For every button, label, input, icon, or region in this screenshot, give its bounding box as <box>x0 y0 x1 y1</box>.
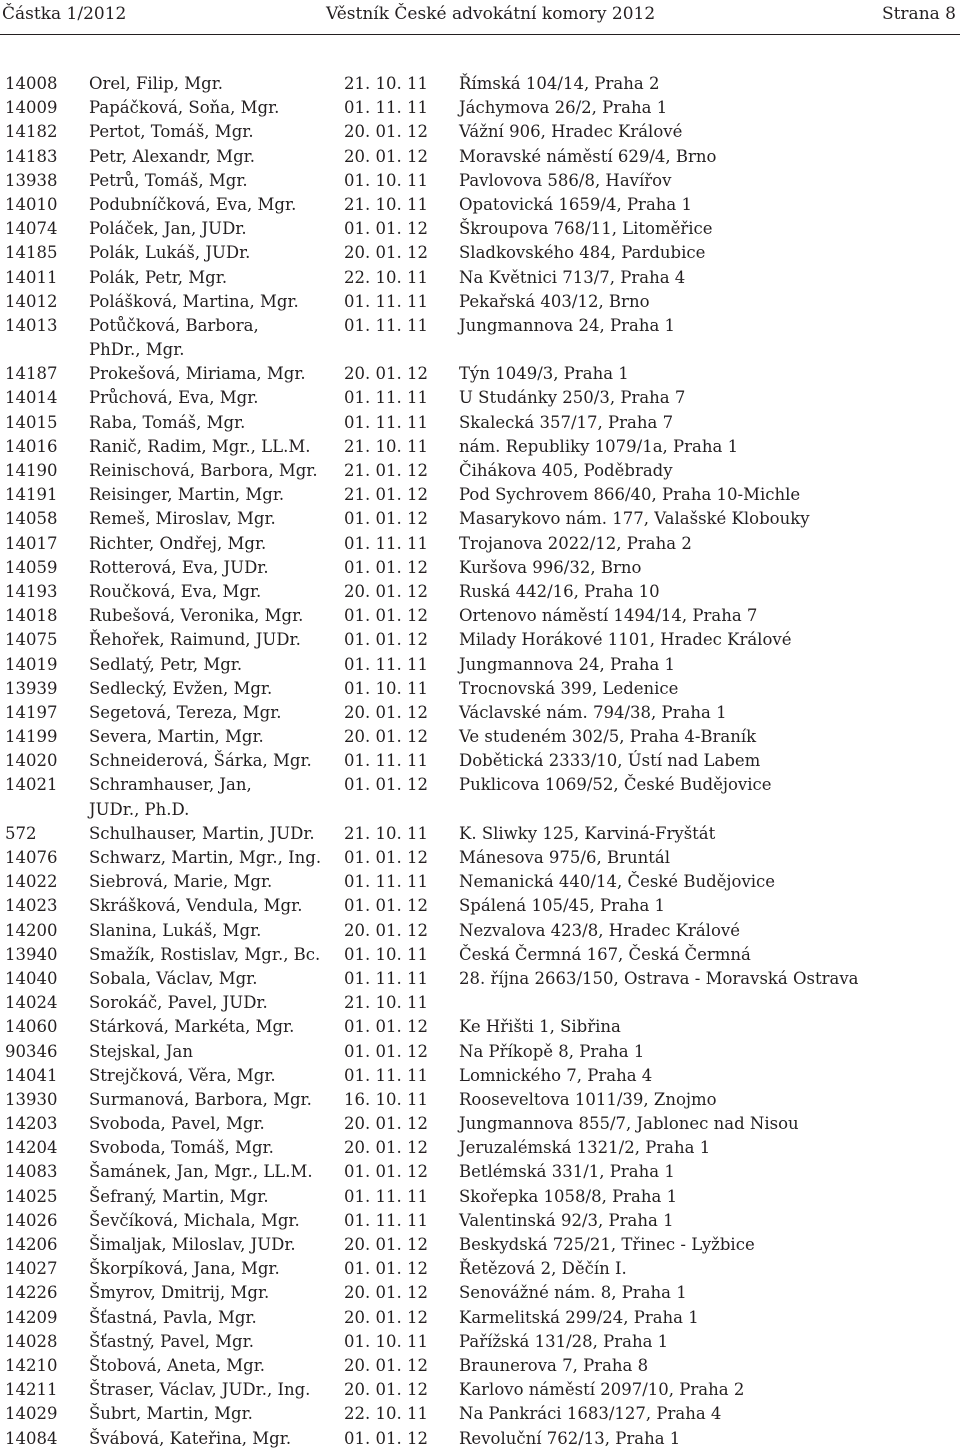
entry-name: Šubrt, Martin, Mgr. <box>89 1404 253 1424</box>
entry-name: Poláček, Jan, JUDr. <box>89 219 247 239</box>
entry-name: Švábová, Kateřina, Mgr. <box>89 1428 292 1448</box>
list-item <box>0 822 960 846</box>
list-item <box>0 386 960 410</box>
issue-number: Částka 1/2012 <box>2 4 127 24</box>
list-item <box>0 217 960 241</box>
entry-date: 01. 11. 11 <box>344 968 428 988</box>
entry-address: Nezvalova 423/8, Hradec Králové <box>459 920 740 940</box>
entry-date: 21. 10. 11 <box>344 436 428 456</box>
entry-date: 01. 01. 12 <box>344 509 428 529</box>
entry-name: Řehořek, Raimund, JUDr. <box>89 630 301 650</box>
list-item <box>0 1330 960 1354</box>
entry-name: Štobová, Aneta, Mgr. <box>89 1355 266 1375</box>
entry-name: Šmyrov, Dmitrij, Mgr. <box>89 1283 270 1303</box>
entry-id: 14013 <box>5 315 58 335</box>
entry-name: Siebrová, Marie, Mgr. <box>89 872 273 892</box>
journal-title: Věstník České advokátní komory 2012 <box>326 4 656 24</box>
entry-id: 14183 <box>5 146 58 166</box>
entry-name: Ševčíková, Michala, Mgr. <box>89 1210 300 1230</box>
list-item <box>0 1427 960 1451</box>
entry-id: 14083 <box>5 1162 58 1182</box>
entry-date: 20. 01. 12 <box>344 1283 428 1303</box>
entry-id: 14015 <box>5 412 58 432</box>
list-item <box>0 991 960 1015</box>
list-item <box>0 362 960 386</box>
entry-name: Šťastný, Pavel, Mgr. <box>89 1331 254 1351</box>
entry-name: Potůčková, Barbora, PhDr., Mgr. <box>89 315 259 360</box>
entry-address: Skalecká 357/17, Praha 7 <box>459 412 674 432</box>
entry-id: 14021 <box>5 775 58 795</box>
entry-address: Pekařská 403/12, Brno <box>459 291 650 311</box>
entry-date: 20. 01. 12 <box>344 1355 428 1375</box>
entry-id: 14058 <box>5 509 58 529</box>
entry-name: Schneiderová, Šárka, Mgr. <box>89 751 312 771</box>
entry-address: Na Příkopě 8, Praha 1 <box>459 1041 645 1061</box>
entry-address: Trojanova 2022/12, Praha 2 <box>459 533 692 553</box>
entry-address: Spálená 105/45, Praha 1 <box>459 896 666 916</box>
entry-date: 01. 11. 11 <box>344 872 428 892</box>
entry-name: Rubešová, Veronika, Mgr. <box>89 606 304 626</box>
entry-date: 01. 10. 11 <box>344 1331 428 1351</box>
entry-address: Na Květnici 713/7, Praha 4 <box>459 267 686 287</box>
entry-name: Prokešová, Miriama, Mgr. <box>89 364 306 384</box>
entry-date: 01. 01. 12 <box>344 1259 428 1279</box>
list-item <box>0 580 960 604</box>
list-item <box>0 1185 960 1209</box>
list-item <box>0 1112 960 1136</box>
entry-address: Jungmannova 855/7, Jablonec nad Nisou <box>459 1114 799 1134</box>
entry-id: 14012 <box>5 291 58 311</box>
entry-name: Svoboda, Tomáš, Mgr. <box>89 1138 274 1158</box>
entry-id: 13930 <box>5 1089 58 1109</box>
page-number: Strana 8 <box>881 4 956 24</box>
entry-address: Karmelitská 299/24, Praha 1 <box>459 1307 699 1327</box>
entry-address: Řetězová 2, Děčín I. <box>459 1259 627 1279</box>
attorney-list <box>0 72 960 1451</box>
entry-date: 01. 11. 11 <box>344 98 428 118</box>
entry-address: Sladkovského 484, Pardubice <box>459 243 706 263</box>
entry-date: 01. 11. 11 <box>344 291 428 311</box>
entry-date: 01. 01. 12 <box>344 1428 428 1448</box>
entry-id: 13938 <box>5 170 58 190</box>
entry-date: 01. 11. 11 <box>344 412 428 432</box>
list-item <box>0 894 960 918</box>
entry-id: 14074 <box>5 219 58 239</box>
list-item <box>0 1402 960 1426</box>
list-item <box>0 773 960 821</box>
list-item <box>0 120 960 144</box>
entry-id: 14075 <box>5 630 58 650</box>
list-item <box>0 725 960 749</box>
list-item <box>0 532 960 556</box>
entry-id: 13940 <box>5 944 58 964</box>
entry-address: Betlémská 331/1, Praha 1 <box>459 1162 675 1182</box>
entry-id: 14203 <box>5 1114 58 1134</box>
entry-date: 01. 11. 11 <box>344 1186 428 1206</box>
list-item <box>0 241 960 265</box>
list-item <box>0 870 960 894</box>
entry-name: Papáčková, Soňa, Mgr. <box>89 98 280 118</box>
entry-id: 14191 <box>5 485 58 505</box>
entry-address: Revoluční 762/13, Praha 1 <box>459 1428 681 1448</box>
entry-address: Pařížská 131/28, Praha 1 <box>459 1331 669 1351</box>
entry-address: 28. října 2663/150, Ostrava - Moravská Ostrava <box>459 968 859 988</box>
list-item <box>0 1354 960 1378</box>
entry-address: Rooseveltova 1011/39, Znojmo <box>459 1089 717 1109</box>
entry-id: 14199 <box>5 727 58 747</box>
entry-date: 01. 10. 11 <box>344 678 428 698</box>
entry-name: Skrášková, Vendula, Mgr. <box>89 896 303 916</box>
entry-name: Sedlatý, Petr, Mgr. <box>89 654 243 674</box>
entry-date: 22. 10. 11 <box>344 267 428 287</box>
entry-name: Smažík, Rostislav, Mgr., Bc. <box>89 944 321 964</box>
entry-id: 14185 <box>5 243 58 263</box>
entry-date: 20. 01. 12 <box>344 122 428 142</box>
list-item <box>0 943 960 967</box>
entry-date: 20. 01. 12 <box>344 146 428 166</box>
list-item <box>0 967 960 991</box>
entry-date: 20. 01. 12 <box>344 727 428 747</box>
entry-name: Segetová, Tereza, Mgr. <box>89 702 282 722</box>
entry-address: Lomnického 7, Praha 4 <box>459 1065 653 1085</box>
entry-id: 14190 <box>5 461 58 481</box>
entry-name: Schramhauser, Jan, JUDr., Ph.D. <box>89 775 252 819</box>
entry-id: 14018 <box>5 606 58 626</box>
entry-id: 13939 <box>5 678 58 698</box>
entry-date: 01. 01. 12 <box>344 896 428 916</box>
entry-id: 14029 <box>5 1404 58 1424</box>
entry-address: Ke Hřišti 1, Sibřina <box>459 1017 621 1037</box>
entry-name: Šimaljak, Miloslav, JUDr. <box>89 1235 296 1255</box>
entry-address: Skořepka 1058/8, Praha 1 <box>459 1186 678 1206</box>
entry-address: Čihákova 405, Poděbrady <box>459 461 673 481</box>
entry-date: 01. 01. 12 <box>344 557 428 577</box>
entry-date: 01. 11. 11 <box>344 654 428 674</box>
entry-id: 14209 <box>5 1307 58 1327</box>
list-item <box>0 193 960 217</box>
entry-address: Moravské náměstí 629/4, Brno <box>459 146 717 166</box>
entry-date: 20. 01. 12 <box>344 1235 428 1255</box>
list-item <box>0 411 960 435</box>
entry-id: 14010 <box>5 194 58 214</box>
list-item <box>0 919 960 943</box>
entry-id: 14204 <box>5 1138 58 1158</box>
list-item <box>0 314 960 362</box>
entry-address: Senovážné nám. 8, Praha 1 <box>459 1283 687 1303</box>
entry-name: Podubníčková, Eva, Mgr. <box>89 194 297 214</box>
entry-id: 14017 <box>5 533 58 553</box>
list-item <box>0 653 960 677</box>
entry-date: 01. 11. 11 <box>344 315 428 335</box>
entry-date: 16. 10. 11 <box>344 1089 428 1109</box>
entry-date: 01. 11. 11 <box>344 388 428 408</box>
entry-address: Kuršova 996/32, Brno <box>459 557 642 577</box>
entry-date: 01. 10. 11 <box>344 170 428 190</box>
list-item <box>0 556 960 580</box>
entry-date: 20. 01. 12 <box>344 364 428 384</box>
entry-name: Raba, Tomáš, Mgr. <box>89 412 246 432</box>
entry-date: 21. 10. 11 <box>344 194 428 214</box>
entry-address: nám. Republiky 1079/1a, Praha 1 <box>459 436 739 456</box>
entry-id: 14182 <box>5 122 58 142</box>
entry-date: 01. 11. 11 <box>344 533 428 553</box>
entry-address: Puklicova 1069/52, České Budějovice <box>459 775 772 795</box>
entry-address: Trocnovská 399, Ledenice <box>459 678 679 698</box>
entry-id: 14041 <box>5 1065 58 1085</box>
entry-address: U Studánky 250/3, Praha 7 <box>459 388 686 408</box>
entry-date: 20. 01. 12 <box>344 1380 428 1400</box>
entry-address: Ruská 442/16, Praha 10 <box>459 581 660 601</box>
entry-name: Remeš, Miroslav, Mgr. <box>89 509 276 529</box>
header-rule <box>0 34 960 35</box>
list-item <box>0 459 960 483</box>
list-item <box>0 1040 960 1064</box>
list-item <box>0 290 960 314</box>
entry-name: Škorpíková, Jana, Mgr. <box>89 1259 280 1279</box>
entry-name: Rotterová, Eva, JUDr. <box>89 557 269 577</box>
entry-name: Reinischová, Barbora, Mgr. <box>89 461 318 481</box>
entry-name: Štraser, Václav, JUDr., Ing. <box>89 1380 311 1400</box>
entry-id: 14210 <box>5 1355 58 1375</box>
entry-name: Petr, Alexandr, Mgr. <box>89 146 255 166</box>
entry-address: Valentinská 92/3, Praha 1 <box>459 1210 674 1230</box>
entry-name: Sorokáč, Pavel, JUDr. <box>89 993 268 1013</box>
entry-date: 01. 01. 12 <box>344 775 428 795</box>
entry-name: Svoboda, Pavel, Mgr. <box>89 1114 265 1134</box>
list-item <box>0 483 960 507</box>
entry-name: Severa, Martin, Mgr. <box>89 727 264 747</box>
entry-address: Opatovická 1659/4, Praha 1 <box>459 194 692 214</box>
entry-name: Sedlecký, Evžen, Mgr. <box>89 678 273 698</box>
entry-address: Římská 104/14, Praha 2 <box>459 74 660 93</box>
entry-address: Milady Horákové 1101, Hradec Králové <box>459 630 792 650</box>
entry-name: Surmanová, Barbora, Mgr. <box>89 1089 312 1109</box>
entry-name: Průchová, Eva, Mgr. <box>89 388 259 408</box>
list-item <box>0 1160 960 1184</box>
entry-id: 14011 <box>5 267 58 287</box>
entry-id: 14040 <box>5 968 58 988</box>
list-item <box>0 169 960 193</box>
list-item <box>0 72 960 96</box>
entry-date: 20. 01. 12 <box>344 1307 428 1327</box>
entry-name: Polák, Petr, Mgr. <box>89 267 228 287</box>
entry-id: 14022 <box>5 872 58 892</box>
entry-id: 14024 <box>5 993 58 1013</box>
entry-name: Ranič, Radim, Mgr., LL.M. <box>89 436 311 456</box>
entry-date: 20. 01. 12 <box>344 581 428 601</box>
entry-date: 01. 01. 12 <box>344 1041 428 1061</box>
entry-address: Týn 1049/3, Praha 1 <box>459 364 629 384</box>
entry-name: Stárková, Markéta, Mgr. <box>89 1017 295 1037</box>
entry-id: 572 <box>5 823 37 843</box>
entry-id: 14197 <box>5 702 58 722</box>
entry-address: Mánesova 975/6, Bruntál <box>459 848 670 868</box>
entry-id: 14027 <box>5 1259 58 1279</box>
entry-address: Ve studeném 302/5, Praha 4-Braník <box>459 727 757 747</box>
list-item <box>0 96 960 120</box>
list-item <box>0 1209 960 1233</box>
entry-name: Orel, Filip, Mgr. <box>89 74 224 93</box>
entry-date: 01. 01. 12 <box>344 1017 428 1037</box>
list-item <box>0 677 960 701</box>
list-item <box>0 701 960 725</box>
entry-address: Nemanická 440/14, České Budějovice <box>459 872 776 892</box>
entry-name: Pertot, Tomáš, Mgr. <box>89 122 254 142</box>
list-item <box>0 1257 960 1281</box>
entry-id: 14206 <box>5 1235 58 1255</box>
entry-id: 14200 <box>5 920 58 940</box>
list-item <box>0 1015 960 1039</box>
entry-name: Šamánek, Jan, Mgr., LL.M. <box>89 1162 313 1182</box>
entry-date: 21. 10. 11 <box>344 993 428 1013</box>
list-item <box>0 266 960 290</box>
entry-date: 20. 01. 12 <box>344 1114 428 1134</box>
entry-id: 14026 <box>5 1210 58 1230</box>
entry-id: 90346 <box>5 1041 58 1061</box>
entry-name: Stejskal, Jan <box>89 1041 193 1061</box>
list-item <box>0 846 960 870</box>
entry-name: Polášková, Martina, Mgr. <box>89 291 299 311</box>
entry-id: 14023 <box>5 896 58 916</box>
entry-date: 22. 10. 11 <box>344 1404 428 1424</box>
entry-id: 14076 <box>5 848 58 868</box>
entry-id: 14084 <box>5 1428 58 1448</box>
entry-id: 14025 <box>5 1186 58 1206</box>
entry-id: 14016 <box>5 436 58 456</box>
entry-date: 20. 01. 12 <box>344 702 428 722</box>
entry-date: 20. 01. 12 <box>344 243 428 263</box>
entry-id: 14008 <box>5 74 58 93</box>
entry-name: Šťastná, Pavla, Mgr. <box>89 1307 257 1327</box>
entry-name: Schulhauser, Martin, JUDr. <box>89 823 315 843</box>
entry-name: Polák, Lukáš, JUDr. <box>89 243 251 263</box>
entry-address: Dobětická 2333/10, Ústí nad Labem <box>459 751 761 771</box>
entry-address: Jungmannova 24, Praha 1 <box>459 654 676 674</box>
entry-address: Jungmannova 24, Praha 1 <box>459 315 676 335</box>
entry-id: 14187 <box>5 364 58 384</box>
entry-id: 14060 <box>5 1017 58 1037</box>
entry-address: Vážní 906, Hradec Králové <box>459 122 683 142</box>
entry-date: 20. 01. 12 <box>344 1138 428 1158</box>
entry-date: 21. 10. 11 <box>344 74 428 93</box>
entry-date: 21. 10. 11 <box>344 823 428 843</box>
entry-name: Reisinger, Martin, Mgr. <box>89 485 285 505</box>
entry-date: 01. 01. 12 <box>344 219 428 239</box>
entry-name: Petrů, Tomáš, Mgr. <box>89 170 248 190</box>
entry-address: Karlovo náměstí 2097/10, Praha 2 <box>459 1380 745 1400</box>
entry-address: Škroupova 768/11, Litoměřice <box>459 219 713 239</box>
entry-date: 01. 11. 11 <box>344 1210 428 1230</box>
entry-address: Ortenovo náměstí 1494/14, Praha 7 <box>459 606 758 626</box>
list-item <box>0 1281 960 1305</box>
entry-address: Jáchymova 26/2, Praha 1 <box>459 98 668 118</box>
entry-id: 14226 <box>5 1283 58 1303</box>
list-item <box>0 507 960 531</box>
entry-address: Jeruzalémská 1321/2, Praha 1 <box>459 1138 711 1158</box>
entry-address: Braunerova 7, Praha 8 <box>459 1355 649 1375</box>
list-item <box>0 1306 960 1330</box>
list-item <box>0 145 960 169</box>
entry-address: Pod Sychrovem 866/40, Praha 10-Michle <box>459 485 801 505</box>
entry-id: 14193 <box>5 581 58 601</box>
entry-name: Sobala, Václav, Mgr. <box>89 968 258 988</box>
entry-name: Strejčková, Věra, Mgr. <box>89 1065 276 1085</box>
list-item <box>0 1136 960 1160</box>
entry-address: Václavské nám. 794/38, Praha 1 <box>459 702 727 722</box>
entry-address: Beskydská 725/21, Třinec - Lyžbice <box>459 1235 755 1255</box>
entry-name: Šefraný, Martin, Mgr. <box>89 1186 269 1206</box>
list-item <box>0 435 960 459</box>
entry-date: 01. 01. 12 <box>344 848 428 868</box>
entry-date: 21. 01. 12 <box>344 485 428 505</box>
entry-id: 14211 <box>5 1380 58 1400</box>
list-item <box>0 628 960 652</box>
list-item <box>0 749 960 773</box>
entry-date: 01. 01. 12 <box>344 630 428 650</box>
list-item <box>0 1088 960 1112</box>
entry-name: Slanina, Lukáš, Mgr. <box>89 920 262 940</box>
entry-id: 14028 <box>5 1331 58 1351</box>
entry-date: 01. 11. 11 <box>344 751 428 771</box>
entry-id: 14009 <box>5 98 58 118</box>
entry-date: 20. 01. 12 <box>344 920 428 940</box>
entry-address: Na Pankráci 1683/127, Praha 4 <box>459 1404 722 1424</box>
entry-name: Richter, Ondřej, Mgr. <box>89 533 267 553</box>
entry-date: 01. 10. 11 <box>344 944 428 964</box>
list-item <box>0 1233 960 1257</box>
entry-name: Roučková, Eva, Mgr. <box>89 581 262 601</box>
entry-date: 01. 01. 12 <box>344 1162 428 1182</box>
entry-address: Pavlovova 586/8, Havířov <box>459 170 672 190</box>
entry-id: 14020 <box>5 751 58 771</box>
entry-date: 21. 01. 12 <box>344 461 428 481</box>
entry-date: 01. 11. 11 <box>344 1065 428 1085</box>
entry-name: Schwarz, Martin, Mgr., Ing. <box>89 848 322 868</box>
entry-id: 14014 <box>5 388 58 408</box>
entry-address: Česká Čermná 167, Česká Čermná <box>459 944 751 964</box>
entry-address: Masarykovo nám. 177, Valašské Klobouky <box>459 509 810 529</box>
entry-id: 14019 <box>5 654 58 674</box>
entry-address: K. Sliwky 125, Karviná-Fryštát <box>459 823 716 843</box>
list-item <box>0 1064 960 1088</box>
entry-id: 14059 <box>5 557 58 577</box>
list-item <box>0 604 960 628</box>
list-item <box>0 1378 960 1402</box>
entry-date: 01. 01. 12 <box>344 606 428 626</box>
